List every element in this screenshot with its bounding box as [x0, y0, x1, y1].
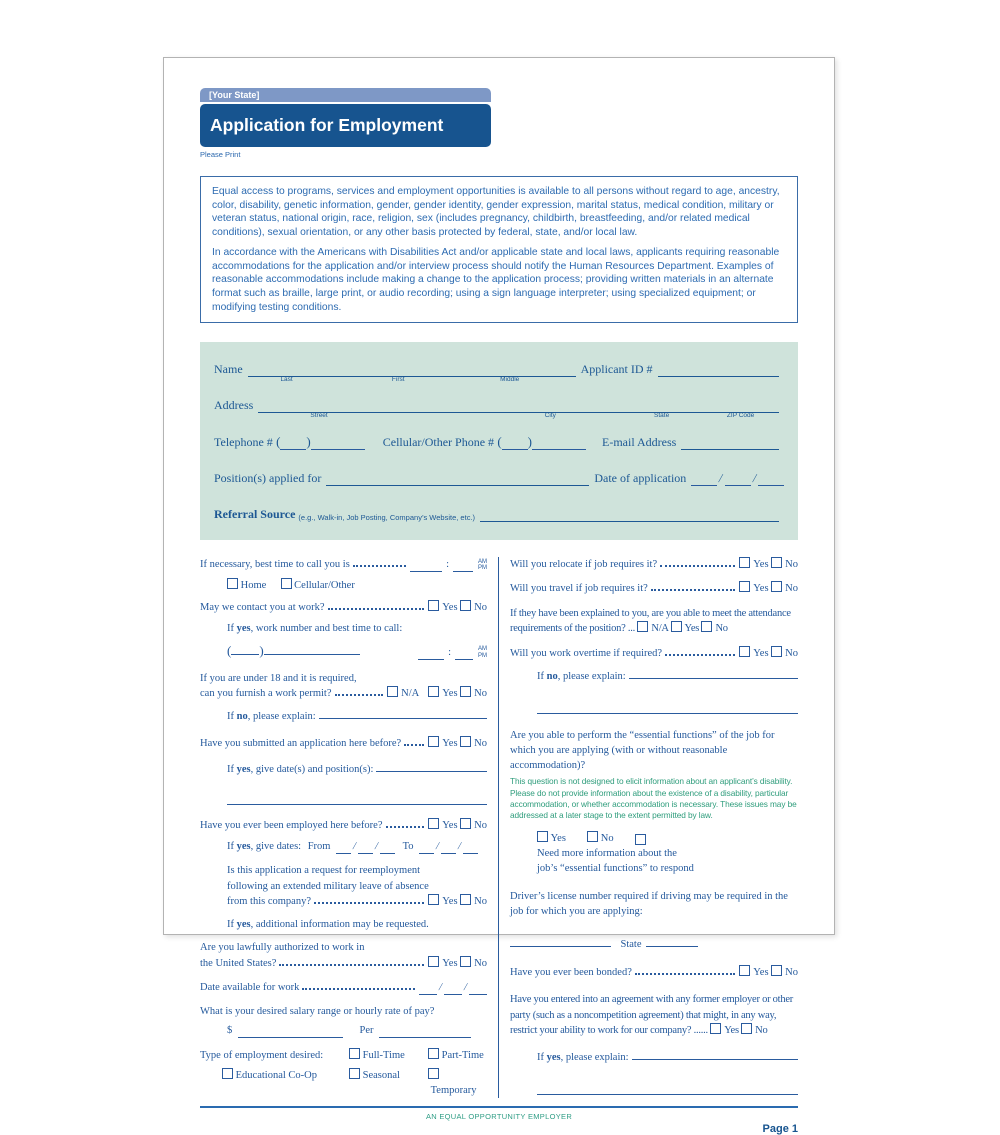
- reemployment-line1: Is this application a request for reemployment: [227, 865, 421, 877]
- question-reemployment: [227, 863, 487, 909]
- yes-label: Yes: [442, 737, 458, 749]
- to-month-field[interactable]: [419, 842, 434, 854]
- submitted-no-checkbox[interactable]: [460, 736, 471, 747]
- question-contact-at-work: [200, 600, 487, 615]
- reemployment-line2: following an extended military leave of absence: [227, 880, 429, 892]
- state-tag-bar: [Your State]: [200, 88, 491, 102]
- position-row: [214, 471, 784, 486]
- home-checkbox-label: Home: [240, 580, 267, 592]
- telephone-paren-close: ): [306, 434, 311, 450]
- from-label: From: [307, 841, 331, 853]
- authorized-yes-checkbox[interactable]: [428, 956, 439, 967]
- work-permit-line2: can you furnish a work permit?: [200, 688, 332, 700]
- noncompete-explain-field-line2[interactable]: [537, 1081, 798, 1095]
- bonded-no-checkbox[interactable]: [771, 965, 782, 976]
- question-work-permit: [200, 671, 487, 701]
- from-year-field[interactable]: [380, 842, 395, 854]
- yes-label: Yes: [442, 895, 458, 907]
- question-employment-type: [200, 1048, 487, 1098]
- best-time-minute-field[interactable]: [453, 560, 473, 572]
- avail-month-field[interactable]: [419, 983, 437, 995]
- address-sub-city: City: [544, 412, 556, 420]
- question-essential-functions: [510, 728, 798, 774]
- dotted-leader: [279, 964, 424, 966]
- to-day-field[interactable]: [441, 842, 456, 854]
- cellular-paren-close: ): [527, 434, 532, 450]
- noncompete-yes-checkbox[interactable]: [710, 1023, 721, 1034]
- name-field[interactable]: [248, 363, 576, 384]
- travel-yes-checkbox[interactable]: [739, 581, 750, 592]
- from-day-field[interactable]: [358, 842, 373, 854]
- no-label: No: [474, 957, 487, 969]
- na-label: N/A: [651, 622, 669, 634]
- no-label: No: [474, 601, 487, 613]
- referral-hint: (e.g., Walk-in, Job Posting, Company’s Website, etc.): [298, 513, 476, 523]
- no-label: No: [474, 895, 487, 907]
- attendance-label: If they have been explained to you, are you able to meet the attendance requirements of the position? ...: [510, 607, 791, 634]
- footer-rule: [200, 1106, 798, 1108]
- telephone-paren-open: (: [272, 434, 281, 450]
- yes-label: Yes: [442, 957, 458, 969]
- question-noncompete: [510, 992, 798, 1038]
- am-pm-label: AM PM: [478, 558, 487, 572]
- submitted-before-label: Have you submitted an application here before?: [200, 737, 402, 749]
- submitted-dates-field-line2[interactable]: [227, 791, 487, 805]
- personal-info-section: [200, 342, 798, 540]
- question-overtime: [510, 646, 798, 661]
- home-checkbox[interactable]: [227, 578, 238, 589]
- authorized-line2: the United States?: [200, 957, 277, 969]
- temporary-checkbox[interactable]: [428, 1068, 439, 1079]
- name-sub-last: Last: [280, 376, 293, 384]
- attendance-no-checkbox[interactable]: [701, 621, 712, 632]
- cellular-area-field[interactable]: [502, 438, 528, 450]
- please-print-note: Please Print: [200, 150, 241, 159]
- no-label: No: [600, 832, 614, 844]
- telephone-number-field[interactable]: [311, 438, 365, 450]
- question-employed-before: [200, 818, 487, 833]
- cellular-label: Cellular/Other Phone #: [382, 435, 495, 450]
- essential-functions-disclaimer: This question is not designed to elicit information about an applicant’s disability. Please do not provide information about the existence of a disability, particular accommodation, or whether accommodation is necessary. These issues may be addressed at a later stage to the extent permitted by law.: [510, 776, 797, 821]
- full-time-label: Full-Time: [362, 1050, 405, 1062]
- questions-section: [200, 557, 798, 1098]
- need-more-info-label: Need more information about the job’s “essential functions” to respond: [537, 848, 694, 875]
- question-salary: [200, 1004, 487, 1038]
- date-of-application-label: Date of application: [594, 471, 687, 486]
- work-number-field[interactable]: [264, 643, 360, 655]
- bonded-label: Have you ever been bonded?: [510, 967, 632, 979]
- dotted-leader: [651, 589, 735, 591]
- dotted-leader: [335, 694, 384, 696]
- license-state-field[interactable]: [646, 935, 698, 947]
- best-time-blanks: [410, 557, 487, 572]
- name-label: Name: [214, 362, 243, 377]
- noncompete-label: Have you entered into an agreement with any former employer or other party (such as a noncompetition agreement) that might, in any way, restrict your ability to work for our company? ......: [510, 994, 794, 1036]
- yes-label: Yes: [724, 1024, 739, 1036]
- no-label: No: [474, 688, 487, 700]
- app-date-day-field[interactable]: [725, 474, 751, 486]
- name-row: [214, 362, 784, 384]
- left-column: [200, 557, 499, 1098]
- submitted-dates-field[interactable]: [376, 760, 487, 772]
- employment-type-label: Type of employment desired:: [200, 1050, 324, 1062]
- dollar-sign: $: [227, 1025, 233, 1037]
- noncompete-explain-row: If yes, please explain:: [537, 1048, 798, 1065]
- employed-no-checkbox[interactable]: [460, 818, 471, 829]
- no-label: No: [785, 967, 798, 979]
- overtime-explain-row: If no, please explain:: [537, 667, 798, 684]
- address-sub-street: Street: [310, 412, 328, 420]
- application-page: [163, 57, 835, 1135]
- overtime-explain-field-line2[interactable]: [537, 700, 798, 714]
- work-permit-na-checkbox[interactable]: [387, 686, 398, 697]
- license-number-row: [510, 935, 798, 952]
- overtime-explain-field[interactable]: [629, 667, 798, 679]
- slash: /: [456, 841, 463, 853]
- contact-at-work-label: May we contact you at work?: [200, 601, 325, 613]
- dotted-leader: [404, 744, 424, 746]
- page-title: Application for Employment: [200, 104, 491, 147]
- best-time-label: If necessary, best time to call you is: [200, 559, 350, 571]
- eeo-notice-box: [200, 176, 798, 323]
- salary-question-label: What is your desired salary range or hourly rate of pay?: [200, 1005, 435, 1017]
- address-sub-state: State: [654, 412, 670, 420]
- full-time-checkbox[interactable]: [349, 1048, 360, 1059]
- slash: /: [751, 471, 758, 486]
- referral-field[interactable]: [480, 508, 779, 522]
- cellular-other-checkbox[interactable]: [281, 578, 292, 589]
- avail-year-field[interactable]: [469, 983, 487, 995]
- essential-functions-options: [537, 831, 798, 877]
- question-drivers-license: [510, 889, 798, 919]
- equal-opportunity-text: AN EQUAL OPPORTUNITY EMPLOYER: [425, 1112, 573, 1122]
- cellular-paren-open: (: [494, 434, 502, 450]
- page-number: Page 1: [762, 1123, 798, 1135]
- question-bonded: [510, 965, 798, 980]
- educational-coop-checkbox[interactable]: [222, 1068, 233, 1079]
- phone-row: [214, 434, 784, 450]
- overtime-label: Will you work overtime if required?: [510, 648, 663, 660]
- work-time-minute-field[interactable]: [455, 648, 473, 660]
- authorized-line1: Are you lawfully authorized to work in: [200, 942, 365, 954]
- travel-no-checkbox[interactable]: [771, 581, 782, 592]
- name-sub-first: First: [391, 376, 405, 384]
- reemployment-no-checkbox[interactable]: [460, 894, 471, 905]
- question-best-time-to-call: [200, 557, 487, 572]
- yes-label: Yes: [753, 559, 769, 571]
- yes-label: Yes: [753, 967, 769, 979]
- noncompete-explain-field[interactable]: [632, 1048, 798, 1060]
- submitted-yes-checkbox[interactable]: [428, 736, 439, 747]
- relocate-label: Will you relocate if job requires it?: [510, 559, 658, 571]
- question-attendance: [510, 606, 798, 636]
- no-label: No: [474, 737, 487, 749]
- phone-type-checkboxes: [227, 578, 487, 593]
- yes-label: Yes: [442, 688, 458, 700]
- name-sub-middle: Middle: [500, 376, 520, 384]
- positions-field[interactable]: [326, 472, 589, 486]
- part-time-label: Part-Time: [441, 1050, 484, 1062]
- dotted-leader: [353, 565, 406, 567]
- yes-label: Yes: [753, 583, 769, 595]
- work-time-blanks: [418, 645, 487, 660]
- educational-coop-label: Educational Co-Op: [235, 1069, 317, 1081]
- yes-label: Yes: [550, 832, 566, 844]
- eeo-paragraph-2: In accordance with the Americans with Disabilities Act and/or applicable state and local laws, applicants requiring reasonable accommodations for the application and/or interview process should notify the Human Resources Department. Examples of reasonable accommodations include making a change to the application process; providing written materials in an alternate format such as braille, large print, or audio recording; using a sign language interpreter; using specialized equipment; or modifying testing conditions.: [212, 247, 780, 313]
- work-permit-no-checkbox[interactable]: [460, 686, 471, 697]
- per-label: Per: [359, 1025, 374, 1037]
- contact-work-yes-checkbox[interactable]: [428, 600, 439, 611]
- relocate-yes-checkbox[interactable]: [739, 557, 750, 568]
- no-label: No: [474, 820, 487, 832]
- colon: :: [448, 647, 451, 659]
- work-paren-close: ): [259, 643, 264, 659]
- address-sub-zip: ZIP Code: [726, 412, 755, 420]
- dotted-leader: [302, 988, 415, 990]
- to-year-field[interactable]: [463, 842, 478, 854]
- telephone-area-field[interactable]: [280, 438, 306, 450]
- contact-work-no-checkbox[interactable]: [460, 600, 471, 611]
- overtime-yes-checkbox[interactable]: [739, 646, 750, 657]
- employed-dates-row: If yes, give dates: From / / To / /: [227, 839, 487, 854]
- relocate-no-checkbox[interactable]: [771, 557, 782, 568]
- overtime-no-checkbox[interactable]: [771, 646, 782, 657]
- license-state-label: State: [620, 939, 642, 951]
- dotted-leader: [314, 902, 424, 904]
- work-time-hour-field[interactable]: [418, 648, 444, 660]
- reemployment-note: If yes, additional information may be requested.: [227, 919, 429, 931]
- reemployment-yes-checkbox[interactable]: [428, 894, 439, 905]
- attendance-na-checkbox[interactable]: [637, 621, 648, 632]
- work-area-field[interactable]: [231, 643, 259, 655]
- question-authorized: [200, 940, 487, 970]
- work-paren-open: (: [227, 643, 232, 659]
- dotted-leader: [665, 654, 735, 656]
- noncompete-no-checkbox[interactable]: [741, 1023, 752, 1034]
- address-row: [214, 398, 784, 420]
- work-number-blanks: [227, 642, 487, 661]
- avail-day-field[interactable]: [444, 983, 462, 995]
- app-date-month-field[interactable]: [691, 474, 717, 486]
- from-month-field[interactable]: [336, 842, 351, 854]
- attendance-yes-checkbox[interactable]: [671, 621, 682, 632]
- work-permit-line1: If you are under 18 and it is required,: [200, 672, 357, 684]
- employed-before-label: Have you ever been employed here before?: [200, 820, 383, 832]
- yes-label: Yes: [684, 622, 700, 634]
- bonded-yes-checkbox[interactable]: [739, 965, 750, 976]
- work-permit-explain-field[interactable]: [319, 707, 487, 719]
- if-yes-work-number-note: If yes, work number and best time to call:: [227, 622, 403, 634]
- colon: :: [446, 559, 449, 571]
- no-label: No: [755, 1024, 768, 1036]
- no-label: No: [715, 622, 728, 634]
- essential-yes-checkbox[interactable]: [537, 831, 548, 842]
- app-date-year-field[interactable]: [758, 474, 784, 486]
- footer: [164, 1106, 834, 1135]
- slash: /: [438, 981, 444, 993]
- telephone-label: Telephone #: [214, 435, 273, 450]
- email-label: E-mail Address: [602, 435, 677, 450]
- submitted-dates-row: If yes, give date(s) and position(s):: [227, 760, 487, 777]
- essential-need-info-checkbox[interactable]: [635, 834, 646, 845]
- positions-label: Position(s) applied for: [214, 471, 322, 486]
- question-travel: [510, 581, 798, 596]
- question-date-available: [200, 980, 487, 995]
- seasonal-checkbox[interactable]: [349, 1068, 360, 1079]
- question-relocate: [510, 557, 798, 572]
- yes-label: Yes: [442, 820, 458, 832]
- referral-row: [214, 507, 784, 522]
- cellular-number-field[interactable]: [532, 438, 586, 450]
- yes-label: Yes: [753, 648, 769, 660]
- best-time-hour-field[interactable]: [410, 560, 442, 572]
- right-column: [499, 557, 798, 1098]
- travel-label: Will you travel if job requires it?: [510, 583, 648, 595]
- work-permit-explain-row: If no, please explain:: [227, 707, 487, 724]
- work-permit-yes-checkbox[interactable]: [428, 686, 439, 697]
- employed-yes-checkbox[interactable]: [428, 818, 439, 829]
- applicant-id-field[interactable]: [658, 363, 779, 377]
- yes-label: Yes: [442, 601, 458, 613]
- dotted-leader: [328, 608, 425, 610]
- dotted-leader: [386, 826, 425, 828]
- drivers-license-label: Driver’s license number required if driving may be required in the job for which you are applying:: [510, 890, 788, 917]
- temporary-label: Temporary: [430, 1084, 477, 1096]
- address-field[interactable]: [258, 399, 779, 420]
- email-field[interactable]: [681, 436, 779, 450]
- na-label: N/A: [401, 688, 420, 700]
- question-submitted-before: [200, 736, 487, 751]
- seasonal-label: Seasonal: [362, 1069, 400, 1081]
- authorized-no-checkbox[interactable]: [460, 956, 471, 967]
- salary-per-field[interactable]: [379, 1026, 471, 1038]
- part-time-checkbox[interactable]: [428, 1048, 439, 1059]
- essential-no-checkbox[interactable]: [587, 831, 598, 842]
- eeo-paragraph-1: Equal access to programs, services and employment opportunities is available to all persons without regard to age, ancestry, color, disability, genetic information, gender, gender identity, gender expression, marital status, medical condition, military or veteran status, national origin, race, religion, sex (includes pregnancy, childbirth, breastfeeding, and/or related medical conditions), sexual orientation, or any other basis protected by federal, state, and/or local law.: [212, 186, 780, 238]
- dotted-leader: [660, 565, 735, 567]
- to-label: To: [402, 841, 414, 853]
- date-available-label: Date available for work: [200, 981, 300, 993]
- essential-functions-label: Are you able to perform the “essential functions” of the job for which you are applying (with or without reasonable accommodation)?: [510, 729, 775, 771]
- no-label: No: [785, 583, 798, 595]
- address-label: Address: [214, 398, 254, 413]
- no-label: No: [785, 648, 798, 660]
- applicant-id-label: Applicant ID #: [580, 362, 653, 377]
- slash: /: [373, 841, 380, 853]
- am-pm-label: AM PM: [478, 646, 487, 660]
- slash: /: [434, 841, 441, 853]
- reemployment-line3: from this company?: [227, 895, 311, 907]
- no-label: No: [785, 559, 798, 571]
- slash: /: [351, 841, 358, 853]
- salary-amount-field[interactable]: [238, 1026, 343, 1038]
- license-number-field[interactable]: [510, 935, 611, 947]
- dotted-leader: [635, 973, 735, 975]
- referral-label: Referral Source: [214, 507, 296, 522]
- slash: /: [462, 981, 469, 993]
- slash: /: [717, 471, 725, 486]
- cellular-other-checkbox-label: Cellular/Other: [294, 580, 355, 592]
